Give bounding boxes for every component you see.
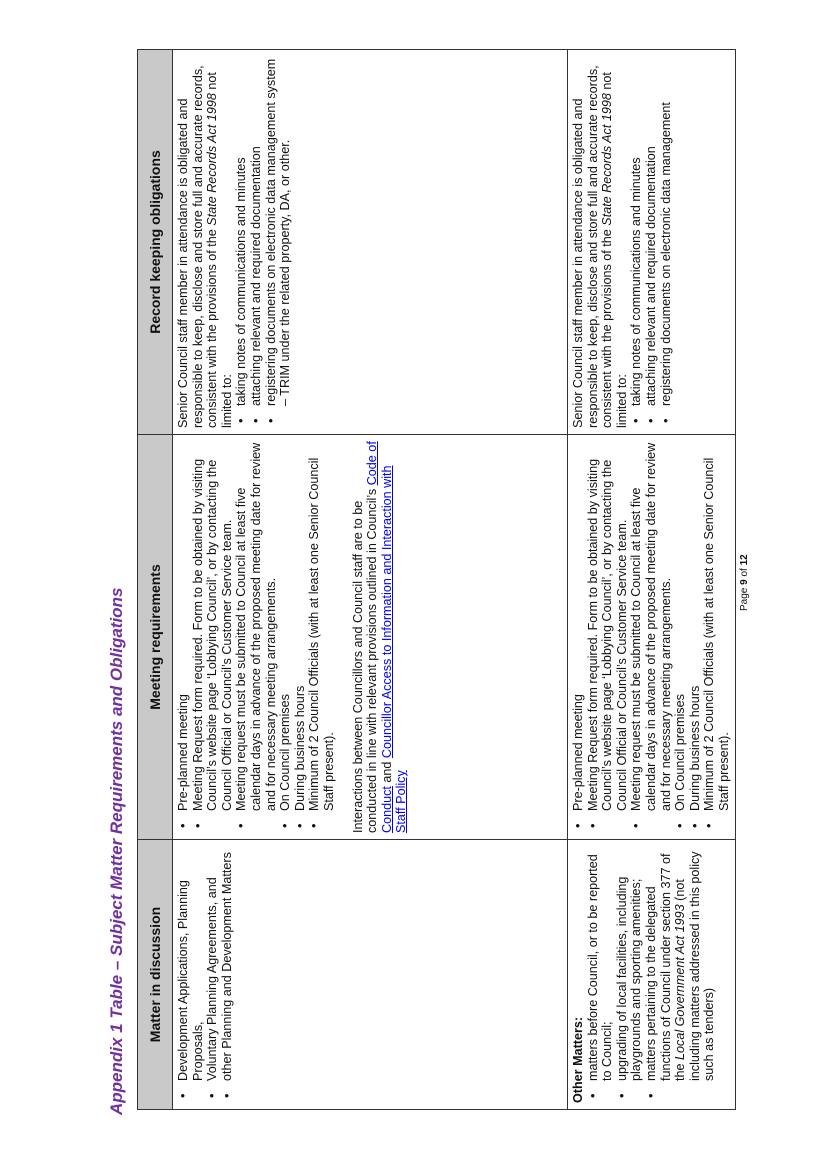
record-cell [173, 50, 568, 435]
list-item: • attaching relevant and required documentation [249, 56, 264, 406]
of-label: of [739, 568, 750, 577]
record-intro-tail: not limited to: [600, 72, 629, 428]
list-item [644, 846, 717, 1081]
header-record: Record keeping obligations [138, 50, 173, 435]
meeting-cell [568, 435, 736, 840]
list-item: • taking notes of communications and minutes [629, 56, 644, 406]
list-item: • Pre-planned meeting [176, 441, 191, 811]
list-item: • upgrading of local facilities, including playgrounds and sporting amenities; [615, 846, 644, 1081]
table-row [173, 50, 568, 1110]
interactions-text: Interactions between Councillors and Council staff are to be conducted in line with relevant provisions outlined in Council’s [350, 488, 380, 833]
councillor-access-policy-link[interactable]: Councillor Access to Information and Interaction with Staff Policy [379, 465, 409, 833]
list-item: • On Council premises [278, 441, 293, 811]
matter-cell [173, 840, 568, 1110]
list-item: • other Planning and Development Matters [220, 846, 235, 1081]
list-item: • Meeting request must be submitted to Council at least five calendar days in advance of the proposed meeting date for review and for necessary meeting arrangements. [629, 441, 673, 811]
table-header-row [138, 50, 173, 1110]
record-intro-text: Senior Council staff member in attendance is obligated and responsible to keep, disclose and store full and accurate records, consistent with the provisions of the [176, 65, 220, 428]
list-item: • taking notes of communications and minutes [234, 56, 249, 406]
act-name: State Records Act 1998 [205, 93, 220, 226]
list-item: • During business hours [688, 441, 703, 811]
matter-item-text: matters pertaining to the delegated functions of Council under section 377 of the [643, 853, 688, 1081]
list-item: • Development Applications, Planning Proposals, [176, 846, 205, 1081]
list-item: • Meeting Request form required. Form to be obtained by visiting Council’s website page ‘Lobbying Council’, or by contacting the Council Official or Council’s Customer Service team. [586, 441, 630, 811]
list-item: • Meeting Request form required. Form to be obtained by visiting Council’s website page ‘Lobbying Council’, or by contacting the Council Official or Council’s Customer Service team. [191, 441, 235, 811]
and-text: and [379, 761, 394, 783]
list-item: • matters before Council, or to be reported to Council; [586, 846, 615, 1081]
list-item: • Minimum of 2 Council Officials (with at least one Senior Council Staff present). [307, 441, 336, 811]
requirements-table [137, 49, 736, 1110]
record-intro-tail: not limited to: [205, 72, 234, 428]
meeting-cell [173, 435, 568, 840]
page-title: Appendix 1 Table – Subject Matter Requirements and Obligations [107, 587, 126, 1115]
record-intro [571, 56, 629, 428]
page-label: Page [739, 587, 750, 611]
list-item: • registering documents on electronic data management system – TRIM under the related property, DA, or other. [264, 56, 293, 406]
table-row [568, 50, 736, 1110]
matter-item-tail: (not including matters addressed in this policy such as tenders) [673, 851, 717, 1081]
code-of-conduct-link[interactable]: Code of Conduct [365, 441, 394, 833]
page-number: 9 [739, 579, 750, 585]
list-item: • Pre-planned meeting [571, 441, 586, 811]
list-item: • Voluntary Planning Agreements, and [205, 846, 220, 1081]
record-intro-text: Senior Council staff member in attendance is obligated and responsible to keep, disclose and store full and accurate records, consistent with the provisions of the [571, 65, 615, 428]
header-meeting: Meeting requirements [138, 435, 173, 840]
act-name: Local Government Act 1993 [673, 904, 688, 1060]
list-item: • Minimum of 2 Council Officials (with at least one Senior Council Staff present). [702, 441, 731, 811]
list-item: • attaching relevant and required documentation [644, 56, 659, 406]
matter-cell [568, 840, 736, 1110]
interactions-paragraph [351, 441, 409, 833]
list-item: • Meeting request must be submitted to Council at least five calendar days in advance of the proposed meeting date for review and for necessary meeting arrangements. [234, 441, 278, 811]
act-name: State Records Act 1998 [600, 93, 615, 226]
record-cell [568, 50, 736, 435]
list-item: • registering documents on electronic data management [659, 56, 674, 406]
record-intro [176, 56, 234, 428]
list-item: • During business hours [293, 441, 308, 811]
page-footer [739, 554, 750, 611]
page-total: 12 [739, 554, 750, 566]
requirements-table-wrapper [137, 50, 731, 1110]
header-matter: Matter in discussion [138, 840, 173, 1110]
list-item: • On Council premises [673, 441, 688, 811]
other-matters-heading: Other Matters: [571, 1016, 585, 1103]
